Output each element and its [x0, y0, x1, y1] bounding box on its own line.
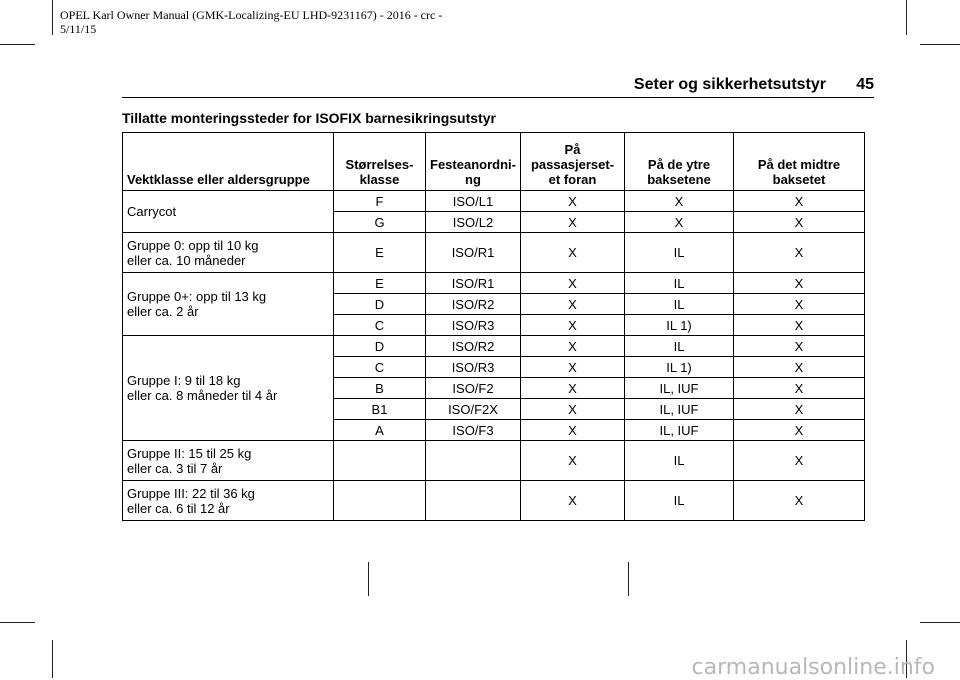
group-cell: Gruppe III: 22 til 36 kg eller ca. 6 til 12 år: [123, 481, 334, 521]
cell: ISO/R2: [426, 294, 521, 315]
cell: ISO/F3: [426, 420, 521, 441]
cell: X: [734, 399, 865, 420]
cell: X: [734, 191, 865, 212]
cell: X: [521, 336, 625, 357]
table-header-row: [123, 133, 865, 191]
crop-mark: [920, 44, 960, 45]
cell: ISO/R3: [426, 357, 521, 378]
cell: X: [521, 294, 625, 315]
cell: [426, 481, 521, 521]
cell: X: [521, 212, 625, 233]
isofix-table: [122, 132, 865, 521]
table-row: [123, 481, 865, 521]
col-header-front-passenger: På passasjerset- et foran: [521, 133, 625, 191]
cell: IL: [625, 336, 734, 357]
cell: X: [734, 233, 865, 273]
print-meta-line2: 5/11/15: [60, 22, 97, 36]
table-row: [123, 191, 865, 212]
table-row: [123, 441, 865, 481]
fold-mark: [368, 562, 369, 596]
group-cell: Gruppe 0+: opp til 13 kg eller ca. 2 år: [123, 273, 334, 336]
table-row: [123, 336, 865, 357]
cell: B1: [334, 399, 426, 420]
group-cell: Gruppe 0: opp til 10 kg eller ca. 10 måneder: [123, 233, 334, 273]
cell: X: [734, 315, 865, 336]
watermark-text: carmanualsonline.info: [691, 655, 935, 680]
cell: ISO/L2: [426, 212, 521, 233]
cell: IL, IUF: [625, 399, 734, 420]
cell: C: [334, 357, 426, 378]
crop-mark: [920, 622, 960, 623]
cell: ISO/F2: [426, 378, 521, 399]
cell: ISO/R1: [426, 273, 521, 294]
cell: E: [334, 233, 426, 273]
cell: IL, IUF: [625, 420, 734, 441]
crop-mark: [0, 44, 35, 45]
group-cell: Carrycot: [123, 191, 334, 233]
section-title: Seter og sikkerhetsutstyr: [633, 76, 826, 93]
cell: X: [734, 378, 865, 399]
crop-mark: [52, 0, 53, 35]
cell: X: [521, 191, 625, 212]
cell: IL 1): [625, 357, 734, 378]
cell: X: [521, 273, 625, 294]
cell: [334, 441, 426, 481]
table-title: Tillatte monteringssteder for ISOFIX barnesikringsutstyr: [122, 110, 496, 126]
table-row: [123, 273, 865, 294]
cell: X: [521, 233, 625, 273]
cell: X: [521, 481, 625, 521]
cell: A: [334, 420, 426, 441]
cell: X: [521, 420, 625, 441]
cell: IL 1): [625, 315, 734, 336]
cell: IL: [625, 481, 734, 521]
cell: X: [734, 273, 865, 294]
cell: [334, 481, 426, 521]
cell: X: [734, 357, 865, 378]
page-header: [122, 75, 874, 98]
cell: X: [734, 420, 865, 441]
print-meta-line1: OPEL Karl Owner Manual (GMK-Localizing-EU LHD-9231167) - 2016 - crc -: [60, 8, 443, 22]
cell: IL: [625, 233, 734, 273]
col-header-middle-rear: På det midtre baksetet: [734, 133, 865, 191]
crop-mark: [52, 640, 53, 678]
cell: X: [521, 315, 625, 336]
cell: IL: [625, 441, 734, 481]
cell: E: [334, 273, 426, 294]
cell: ISO/L1: [426, 191, 521, 212]
cell: ISO/R3: [426, 315, 521, 336]
print-meta: [60, 8, 442, 36]
cell: X: [625, 191, 734, 212]
crop-mark: [0, 622, 35, 623]
crop-mark: [906, 0, 907, 35]
col-header-outer-rear: På de ytre baksetene: [625, 133, 734, 191]
cell: ISO/F2X: [426, 399, 521, 420]
cell: X: [734, 336, 865, 357]
page-number: 45: [856, 76, 874, 93]
cell: D: [334, 294, 426, 315]
col-header-size-class: Størrelses- klasse: [334, 133, 426, 191]
cell: X: [625, 212, 734, 233]
cell: IL: [625, 273, 734, 294]
cell: X: [521, 399, 625, 420]
group-cell: Gruppe I: 9 til 18 kg eller ca. 8 måneder til 4 år: [123, 336, 334, 441]
cell: X: [734, 294, 865, 315]
cell: G: [334, 212, 426, 233]
cell: X: [734, 441, 865, 481]
cell: [426, 441, 521, 481]
cell: ISO/R2: [426, 336, 521, 357]
cell: B: [334, 378, 426, 399]
group-cell: Gruppe II: 15 til 25 kg eller ca. 3 til 7 år: [123, 441, 334, 481]
table-row: [123, 233, 865, 273]
cell: D: [334, 336, 426, 357]
cell: X: [521, 357, 625, 378]
cell: IL, IUF: [625, 378, 734, 399]
cell: X: [521, 378, 625, 399]
cell: C: [334, 315, 426, 336]
col-header-fixture: Festeanordni- ng: [426, 133, 521, 191]
cell: IL: [625, 294, 734, 315]
cell: X: [734, 481, 865, 521]
cell: X: [734, 212, 865, 233]
col-header-group: Vektklasse eller aldersgruppe: [123, 133, 334, 191]
fold-mark: [628, 562, 629, 596]
cell: F: [334, 191, 426, 212]
cell: ISO/R1: [426, 233, 521, 273]
cell: X: [521, 441, 625, 481]
